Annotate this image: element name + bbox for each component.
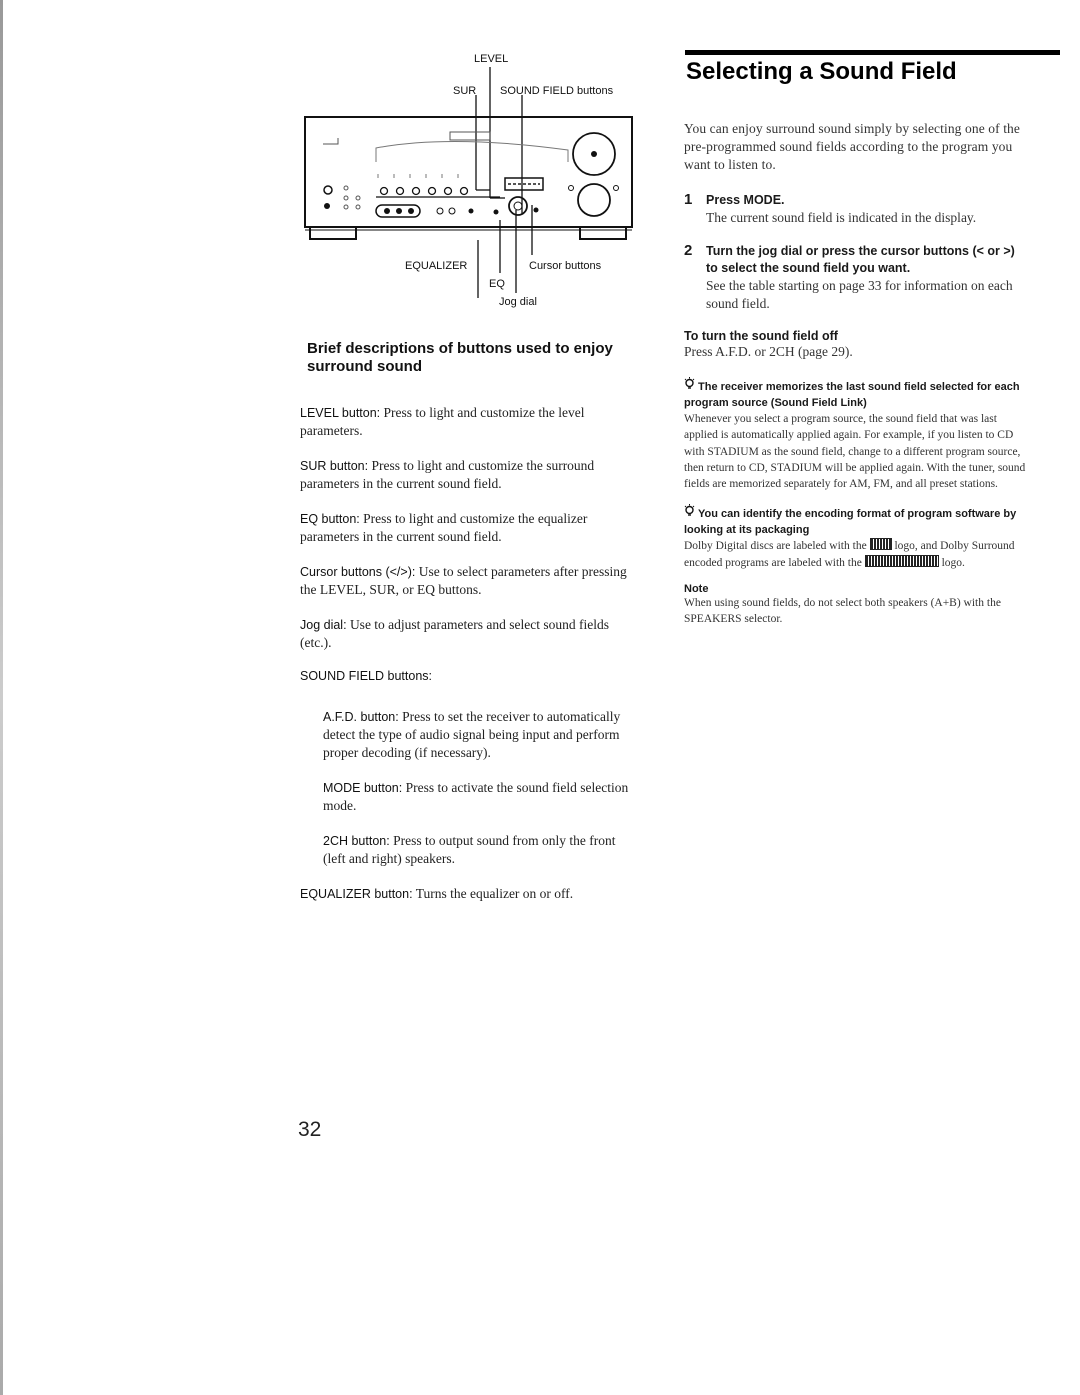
step-number: 2 [684,242,693,259]
step-2 [684,243,1029,313]
step-number: 1 [684,191,693,208]
section-heading: Brief descriptions of buttons used to enjoy surround sound [307,340,613,375]
step-1 [684,192,1029,227]
item-text: Press to light and customize the surround parameters in the current sound field. [300,458,595,491]
level-label: LEVEL [474,53,509,65]
step-body: The current sound field is indicated in the display. [706,210,977,225]
tip-sound-field-link-heading [684,377,1029,411]
dolby-digital-logo-icon [870,538,892,550]
sur-button-desc [300,457,630,493]
item-text: Turns the equalizer on or off. [415,886,574,901]
item-text: Use to select parameters after pressing the LEVEL, SUR, or EQ buttons. [300,564,627,597]
dolby-surround-pro-logic-logo-icon [865,555,939,567]
step-heading: Turn the jog dial or press the cursor buttons (< or >) to select the sound field you want. [706,244,1015,275]
item-text: Press to light and customize the equalizer parameters in the current sound field. [300,511,588,544]
intro-paragraph: You can enjoy surround sound simply by selecting one of the pre-programmed sound fields according to the program you want to listen to. [684,121,1020,172]
binding-edge [0,0,3,1395]
equalizer-button-desc [300,885,630,903]
sur-label: SUR [453,85,477,97]
tip-encoding-format-heading [684,504,1029,538]
cursor-buttons-label: Cursor buttons [529,260,602,272]
item-text: Press to light and customize the level parameters. [300,405,585,438]
sound-field-buttons-list [323,708,630,868]
jog-dial-desc [300,616,630,652]
tip-heading-text: You can identify the encoding format of program software by looking at its packaging [684,508,1017,537]
item-text: Press to activate the sound field selection mode. [323,780,629,813]
jog-dial-label: Jog dial [499,296,537,308]
item-label: SUR button: [300,459,369,473]
item-text: Use to adjust parameters and select sound fields (etc.). [300,617,609,650]
item-text: Press to set the receiver to automatically detect the type of audio signal being input and perform proper decoding (if necessary). [323,709,621,760]
tip-encoding-format-body [684,538,1029,571]
sound-field-buttons-heading: SOUND FIELD buttons: [300,669,432,683]
sound-field-buttons-label: SOUND FIELD buttons [500,85,614,97]
2ch-button-desc [323,832,630,868]
tip-text-1: Dolby Digital discs are labeled with the [684,540,867,553]
eq-label: EQ [489,278,505,290]
turn-off-heading: To turn the sound field off [684,329,838,343]
item-label: A.F.D. button: [323,710,399,724]
item-label: MODE button: [323,781,403,795]
afd-button-desc [323,708,630,762]
eq-button-desc [300,510,630,546]
tip-text-3: logo. [941,556,965,569]
lightbulb-icon [684,504,698,522]
tip-text-2: logo, and Dolby Surround encoded programs are labeled with the [684,540,1015,569]
level-button-desc [300,404,630,440]
selecting-sound-field-section [684,120,1029,640]
item-label: Cursor buttons (</>): [300,565,416,579]
item-label: Jog dial: [300,618,347,632]
step-heading: Press MODE. [706,193,785,207]
title-rule [685,50,1060,55]
page-title: Selecting a Sound Field [686,58,957,85]
item-label: 2CH button: [323,834,390,848]
note-body: When using sound fields, do not select both speakers (A+B) with the SPEAKERS selector. [684,597,1001,626]
equalizer-label: EQUALIZER [405,260,468,272]
note-heading: Note [684,583,709,596]
tip-heading-text: The receiver memorizes the last sound field selected for each program source (Sound Field Link) [684,381,1020,409]
item-label: EQUALIZER button: [300,887,413,901]
tip-sound-field-link-body: Whenever you select a program source, the sound field that was last applied is automatically applied again. For example, if you listen to CD with STADIUM as the sound field, change to a different program source, then return to CD, STADIUM will be applied again. With the tuner, sound fields are memorized separately for AM, FM, and all preset stations. [684,413,1026,491]
step-body: See the table starting on page 33 for information on each sound field. [706,278,1013,311]
mode-button-desc [323,779,630,815]
page-number: 32 [298,1118,322,1141]
lightbulb-icon [684,377,698,395]
receiver-diagram [300,50,640,310]
item-label: LEVEL button: [300,406,381,420]
item-text: Press to output sound from only the front (left and right) speakers. [323,833,616,866]
cursor-buttons-desc [300,563,630,599]
item-label: EQ button: [300,512,360,526]
button-descriptions [300,340,630,920]
turn-off-body: Press A.F.D. or 2CH (page 29). [684,344,853,359]
